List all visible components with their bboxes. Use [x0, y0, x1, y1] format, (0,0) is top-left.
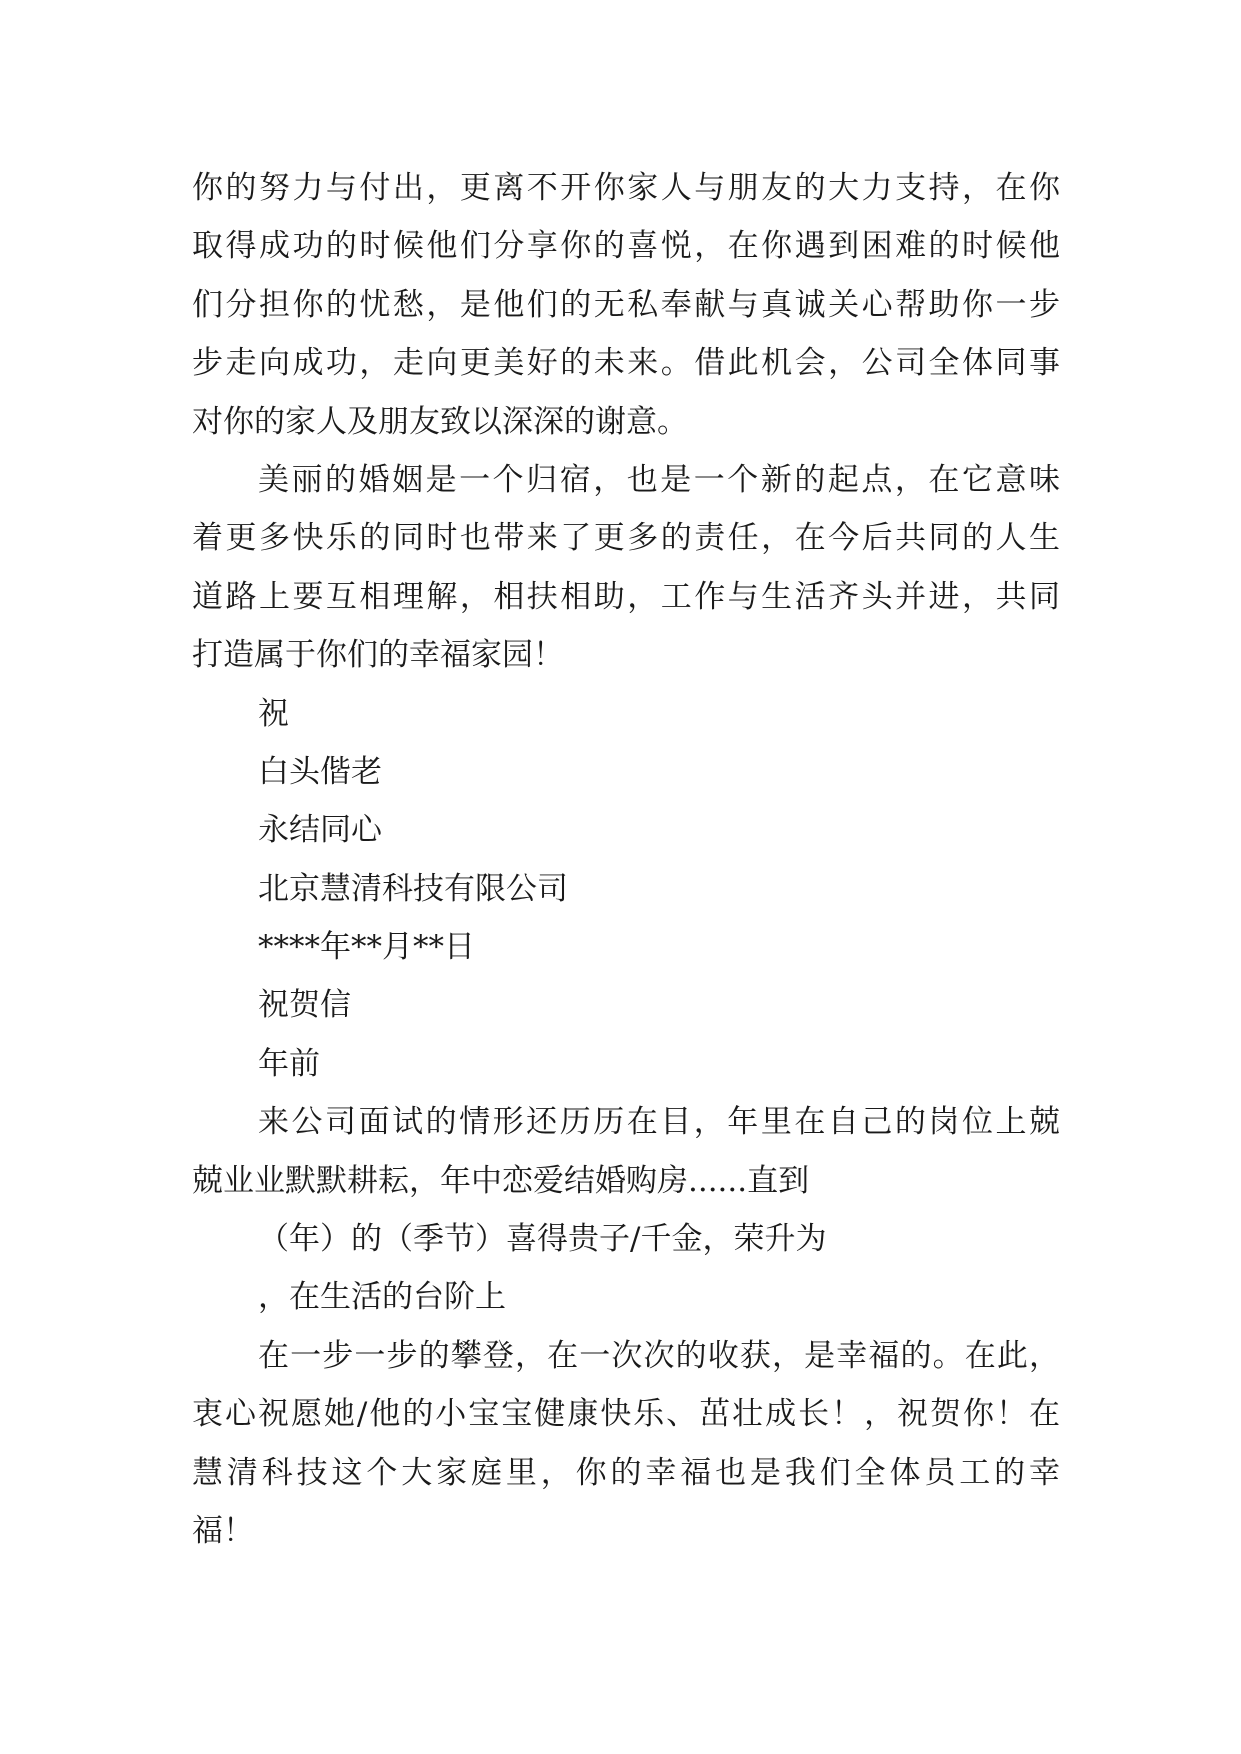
company-name: 北京慧清科技有限公司	[258, 870, 568, 907]
text-line: 福！	[192, 1512, 254, 1549]
text-line: 对你的家人及朋友致以深深的谢意。	[192, 403, 688, 440]
text-line: 道路上要互相理解，相扶相助，工作与生活齐头并进，共同	[192, 578, 1060, 615]
greeting-line: 祝	[258, 695, 289, 732]
blessing-line: 白头偕老	[258, 753, 382, 790]
text-line: 步走向成功，走向更美好的未来。借此机会，公司全体同事	[192, 345, 1060, 382]
text-line: 慧清科技这个大家庭里，你的幸福也是我们全体员工的幸	[192, 1454, 1060, 1491]
text-line: 在一步一步的攀登，在一次次的收获，是幸福的。在此，	[258, 1337, 1060, 1374]
text-line: 打造属于你们的幸福家园！	[192, 637, 564, 674]
text-line: 兢业业默默耕耘，年中恋爱结婚购房......直到	[192, 1162, 810, 1199]
text-line: 们分担你的忧愁，是他们的无私奉献与真诚关心帮助你一步	[192, 286, 1060, 323]
text-line: 着更多快乐的同时也带来了更多的责任，在今后共同的人生	[192, 520, 1060, 557]
section-title: 祝贺信	[258, 987, 351, 1024]
text-line: ，在生活的台阶上	[258, 1279, 506, 1316]
text-line: 年前	[258, 1045, 320, 1082]
blessing-line: 永结同心	[258, 812, 382, 849]
text-line: 取得成功的时候他们分享你的喜悦，在你遇到困难的时候他	[192, 228, 1060, 265]
text-line: （年）的（季节）喜得贵子/千金，荣升为	[258, 1221, 827, 1258]
text-line: 来公司面试的情形还历历在目，年里在自己的岗位上兢	[258, 1104, 1060, 1141]
text-line: 美丽的婚姻是一个归宿，也是一个新的起点，在它意味	[258, 461, 1060, 498]
date-line: ****年**月**日	[258, 929, 475, 966]
document-body	[192, 159, 1060, 1560]
text-line: 你的努力与付出，更离不开你家人与朋友的大力支持，在你	[192, 170, 1060, 206]
text-line: 衷心祝愿她/他的小宝宝健康快乐、茁壮成长！，祝贺你！在	[192, 1396, 1060, 1433]
